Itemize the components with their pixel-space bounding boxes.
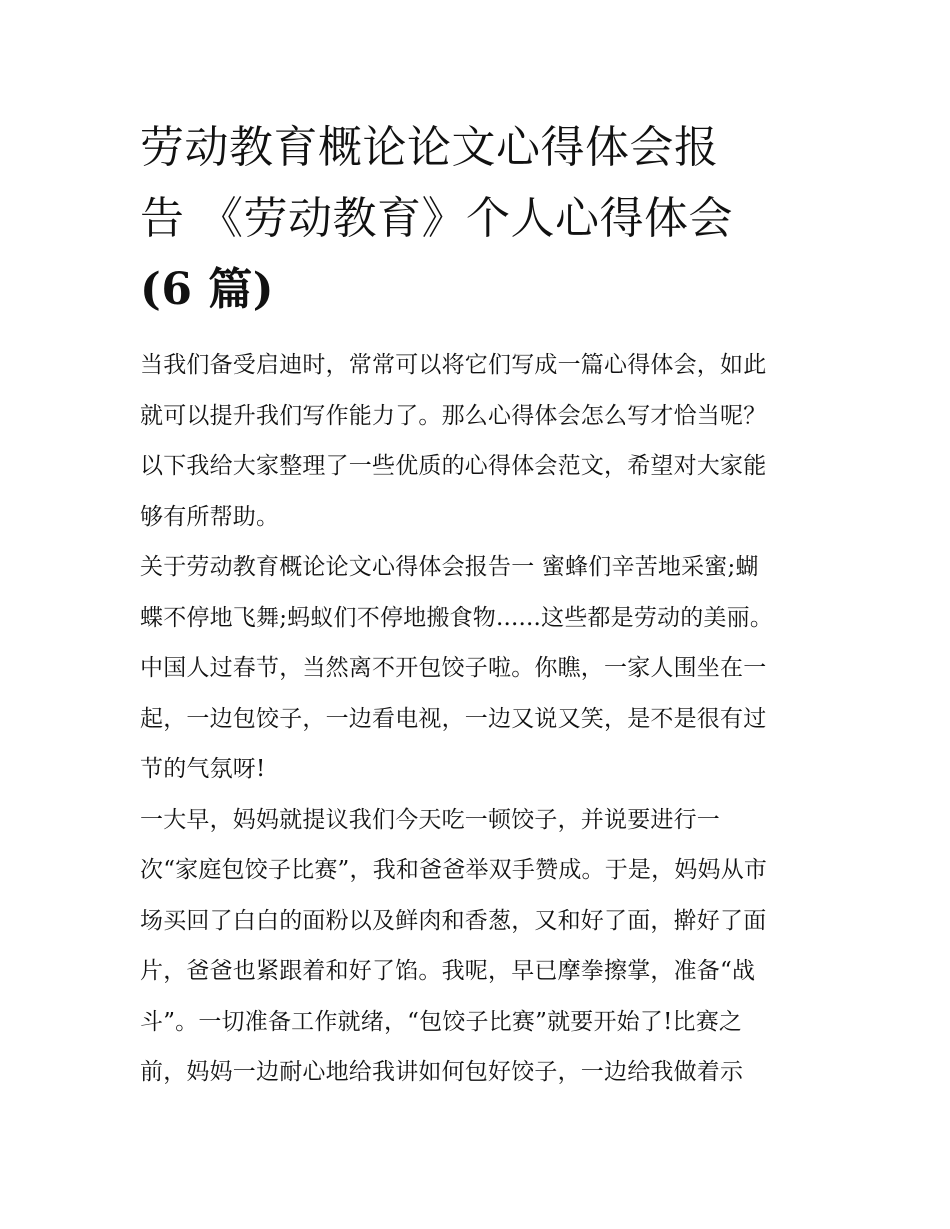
paragraph-line: 次“家庭包饺子比赛”，我和爸爸举双手赞成。于是，妈妈从市: [140, 857, 768, 883]
paragraph-line: 前，妈妈一边耐心地给我讲如何包好饺子，一边给我做着示: [140, 1059, 744, 1085]
paragraph-line: 关于劳动教育概论论文心得体会报告一 蜜蜂们辛苦地采蜜;蝴: [140, 554, 759, 580]
paragraph-line: 场买回了白白的面粉以及鲜肉和香葱，又和好了面，擀好了面: [140, 907, 767, 934]
paragraph-line: 节的气氛呀!: [140, 756, 266, 782]
paragraph-line: 中国人过春节，当然离不开包饺子啦。你瞧，一家人围坐在一: [140, 655, 767, 681]
dumpling-competition-paragraph: [140, 795, 812, 1098]
paragraph-line: 当我们备受启迪时，常常可以将它们写成一篇心得体会，如此: [140, 352, 767, 378]
paragraph-line: 一大早，妈妈就提议我们今天吃一顿饺子，并说要进行一: [140, 806, 720, 833]
paragraph-line: 够有所帮助。: [140, 503, 280, 530]
report-one-paragraph: [140, 542, 812, 795]
document-content: [140, 112, 812, 1098]
intro-paragraph: [140, 340, 812, 542]
paragraph-line: 以下我给大家整理了一些优质的心得体会范文，希望对大家能: [140, 453, 767, 479]
document-title: [140, 112, 812, 325]
title-line-3: (6 篇): [140, 264, 275, 315]
paragraph-line: 蝶不停地飞舞;蚂蚁们不停地搬食物......这些都是劳动的美丽。: [140, 604, 774, 631]
title-line-2: 告 《劳动教育》个人心得体会: [140, 193, 733, 244]
document-body: [140, 340, 812, 1098]
paragraph-line: 就可以提升我们写作能力了。那么心得体会怎么写才恰当呢？: [140, 402, 767, 429]
paragraph-line: 片，爸爸也紧跟着和好了馅。我呢，早已摩拳擦掌，准备“战: [140, 958, 756, 984]
title-line-1: 劳动教育概论论文心得体会报: [140, 122, 719, 173]
paragraph-line: 斗”。一切准备工作就绪，“包饺子比赛”就要开始了!比赛之: [140, 1008, 743, 1035]
paragraph-line: 起，一边包饺子，一边看电视，一边又说又笑，是不是很有过: [140, 705, 767, 732]
